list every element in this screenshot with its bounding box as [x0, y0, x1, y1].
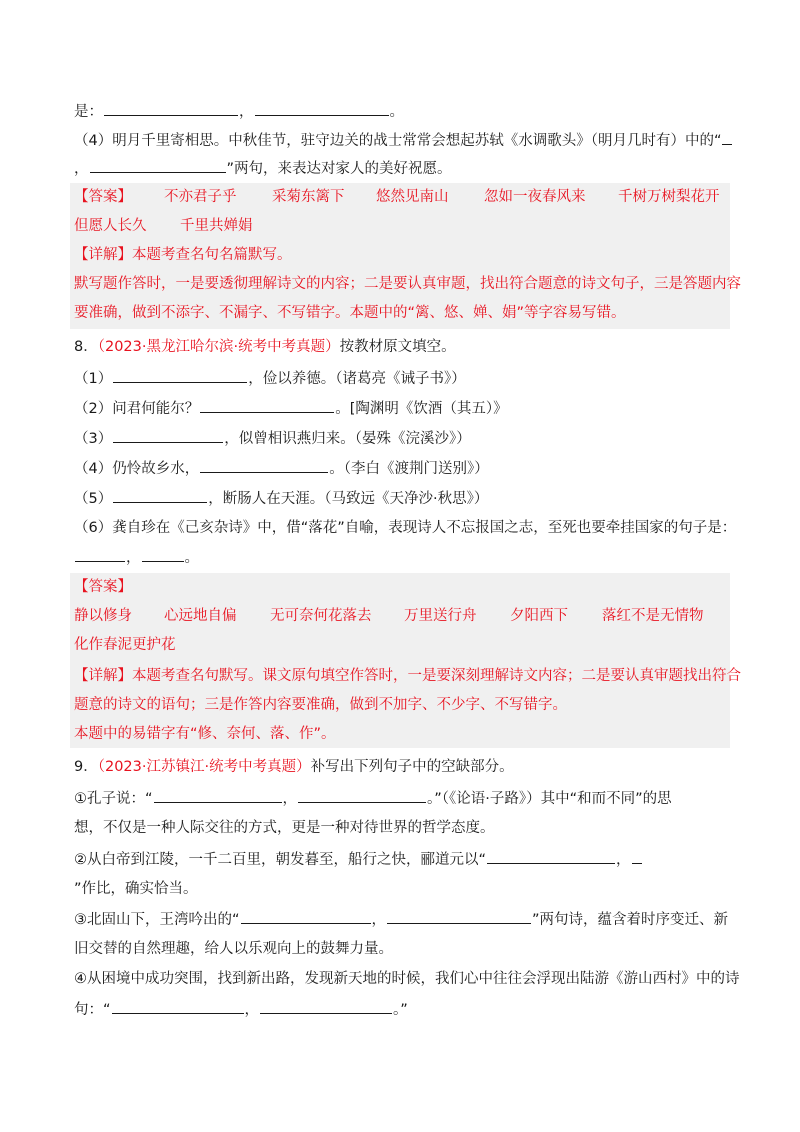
q8-item-5 — [74, 488, 488, 509]
detail-text: 本题考查名句名篇默写。 — [132, 247, 292, 263]
q7-detail-1 — [74, 245, 292, 265]
blank — [75, 547, 125, 562]
item-text: ，似曾相识燕归来。（晏殊《浣溪沙》） — [224, 431, 471, 447]
q7-detail-3: 要准确，做到不添字、不漏字、不写错字。本题中的“篱、悠、婵、娟”等字容易写错。 — [74, 305, 626, 321]
q8-item-1 — [74, 368, 466, 389]
blank — [142, 547, 184, 562]
q8-header — [74, 337, 456, 357]
blank — [722, 130, 732, 145]
q8-detail-2: 题意的诗文的语句；三是作答内容要准确，做到不加字、不少字、不写错字。 — [74, 697, 567, 713]
item-text: ，断肠人在天涯。（马致远《天净沙·秋思》） — [208, 491, 489, 507]
q8-item-2 — [74, 398, 508, 419]
q7-period: 。 — [389, 104, 404, 120]
question-number: 9． — [74, 759, 98, 775]
blank — [260, 999, 392, 1014]
q9-item-1 — [74, 788, 672, 809]
item-prefix: （4）仍怜故乡水， — [74, 461, 200, 477]
item-prefix: （2）问君何能尔？ — [74, 401, 200, 417]
detail-text: 本题考查名句默写。课文原句填空作答时，一是要深刻理解诗文内容；二是要认真审题找出符合 — [132, 668, 741, 684]
item-text: 。[陶渊明《饮酒（其五）》 — [335, 401, 508, 417]
period: 。 — [184, 550, 199, 566]
answer-item: 无可奈何花落去 — [270, 608, 372, 624]
item-text: ③北固山下，王湾吟出的“ — [74, 912, 240, 928]
answer-item: 千里共婵娟 — [180, 218, 253, 234]
q9-item-2-cont: ”作比，确实恰当。 — [74, 881, 198, 897]
detail-tag: 【详解】 — [74, 247, 132, 263]
q7-detail-2: 默写题作答时，一是要透彻理解诗文的内容；二是要认真审题，找出符合题意的诗文句子，三是答题内容 — [74, 276, 741, 292]
q7-line-1 — [74, 101, 404, 122]
blank — [113, 488, 207, 503]
item-prefix: （5） — [74, 491, 113, 507]
blank — [241, 909, 371, 924]
item-text: 。” — [393, 1002, 408, 1018]
q9-header — [74, 757, 514, 777]
answer-item: 化作春泥更护花 — [74, 637, 176, 653]
answer-item: 静以修身 — [74, 608, 132, 624]
item-text: 句：“ — [74, 1002, 111, 1018]
blank — [90, 158, 226, 173]
q9-item-3 — [74, 909, 728, 930]
q8-item-6: （6）龚自珍在《己亥杂诗》中，借“落花”自喻，表现诗人不忘报国之志，至死也要牵挂国家的句子是： — [74, 520, 737, 536]
q7-prefix: 是： — [74, 104, 103, 120]
comma: ， — [616, 852, 631, 868]
blank — [154, 788, 282, 803]
q9-item-2 — [74, 849, 643, 870]
question-source: （2023·江苏镇江·统考中考真题） — [97, 759, 311, 775]
answer-item: 夕阳西下 — [510, 608, 568, 624]
q7-item4-text: （4）明月千里寄相思。中秋佳节，驻守边关的战士常常会想起苏轼《水调歌头》（明月几时有）中的“ — [74, 133, 722, 149]
answer-item: 心远地自偏 — [164, 608, 237, 624]
item-prefix: （1） — [74, 371, 113, 387]
question-instruction: 补写出下列句子中的空缺部分。 — [310, 759, 514, 775]
item-text: ②从白帝到江陵，一千二百里，朝发暮至，船行之快，郦道元以“ — [74, 852, 487, 868]
detail-tag: 【详解】 — [74, 668, 132, 684]
item-text: ①孔子说：“ — [74, 791, 153, 807]
q8-detail-1 — [74, 666, 741, 686]
blank — [113, 368, 247, 383]
answer-item: 落红不是无情物 — [602, 608, 704, 624]
q7-item4-comma: ， — [74, 161, 89, 177]
q8-item-6-blanks — [74, 547, 199, 568]
q7-item-4-cont — [74, 158, 452, 179]
q8-item-4 — [74, 458, 489, 479]
comma: ， — [126, 550, 141, 566]
q9-item-4: ④从困境中成功突围，找到新出路，发现新天地的时候，我们心中往往会浮现出陆游《游山西村》中的诗 — [74, 971, 740, 987]
blank — [200, 398, 334, 413]
item-text: ，俭以养德。（诸葛亮《诫子书》） — [248, 371, 466, 387]
item-text: 。（李白《渡荆门送别》） — [329, 461, 489, 477]
blank — [387, 909, 531, 924]
q8-item-3 — [74, 428, 471, 449]
blank — [104, 101, 238, 116]
q7-item4-tail: ”两句，来表达对家人的美好祝愿。 — [226, 161, 452, 177]
q7-answer-row-1 — [74, 187, 132, 207]
answer-tag: 【答案】 — [74, 579, 132, 595]
q7-comma: ， — [239, 104, 254, 120]
blank — [112, 999, 244, 1014]
item-prefix: （3） — [74, 431, 113, 447]
blank — [200, 458, 328, 473]
answer-item: 忽如一夜春风来 — [484, 189, 586, 205]
q9-item-1-cont: 想，不仅是一种人际交往的方式，更是一种对待世界的哲学态度。 — [74, 820, 495, 836]
q9-item-4-cont — [74, 999, 408, 1020]
q8-answer-box — [70, 573, 730, 748]
comma: ， — [244, 1002, 260, 1018]
item-text: ”两句诗，蕴含着时序变迁、新 — [532, 912, 729, 928]
blank — [632, 849, 642, 864]
blank — [487, 849, 615, 864]
answer-item: 不亦君子乎 — [164, 189, 237, 205]
answer-item: 但愿人长久 — [74, 218, 147, 234]
item-text: 。”（《论语·子路》）其中“和而不同”的思 — [427, 791, 672, 807]
question-source: （2023·黑龙江哈尔滨·统考中考真题） — [97, 339, 340, 355]
answer-item: 悠然见南山 — [376, 189, 449, 205]
answer-tag: 【答案】 — [74, 189, 132, 205]
comma: ， — [371, 912, 387, 928]
answer-item: 采菊东篱下 — [272, 189, 345, 205]
q7-item-4 — [74, 130, 733, 151]
q9-item-3-cont: 旧交替的自然理趣，给人以乐观向上的鼓舞力量。 — [74, 941, 393, 957]
question-number: 8． — [74, 339, 98, 355]
comma: ， — [282, 791, 298, 807]
blank — [113, 428, 223, 443]
q8-detail-3: 本题中的易错字有“修、奈何、落、作”。 — [74, 726, 336, 742]
q8-answer-tag-row — [74, 577, 132, 597]
answer-item: 万里送行舟 — [404, 608, 477, 624]
answer-item: 千树万树梨花开 — [618, 189, 720, 205]
blank — [255, 101, 389, 116]
question-instruction: 按教材原文填空。 — [339, 339, 456, 355]
blank — [298, 788, 426, 803]
